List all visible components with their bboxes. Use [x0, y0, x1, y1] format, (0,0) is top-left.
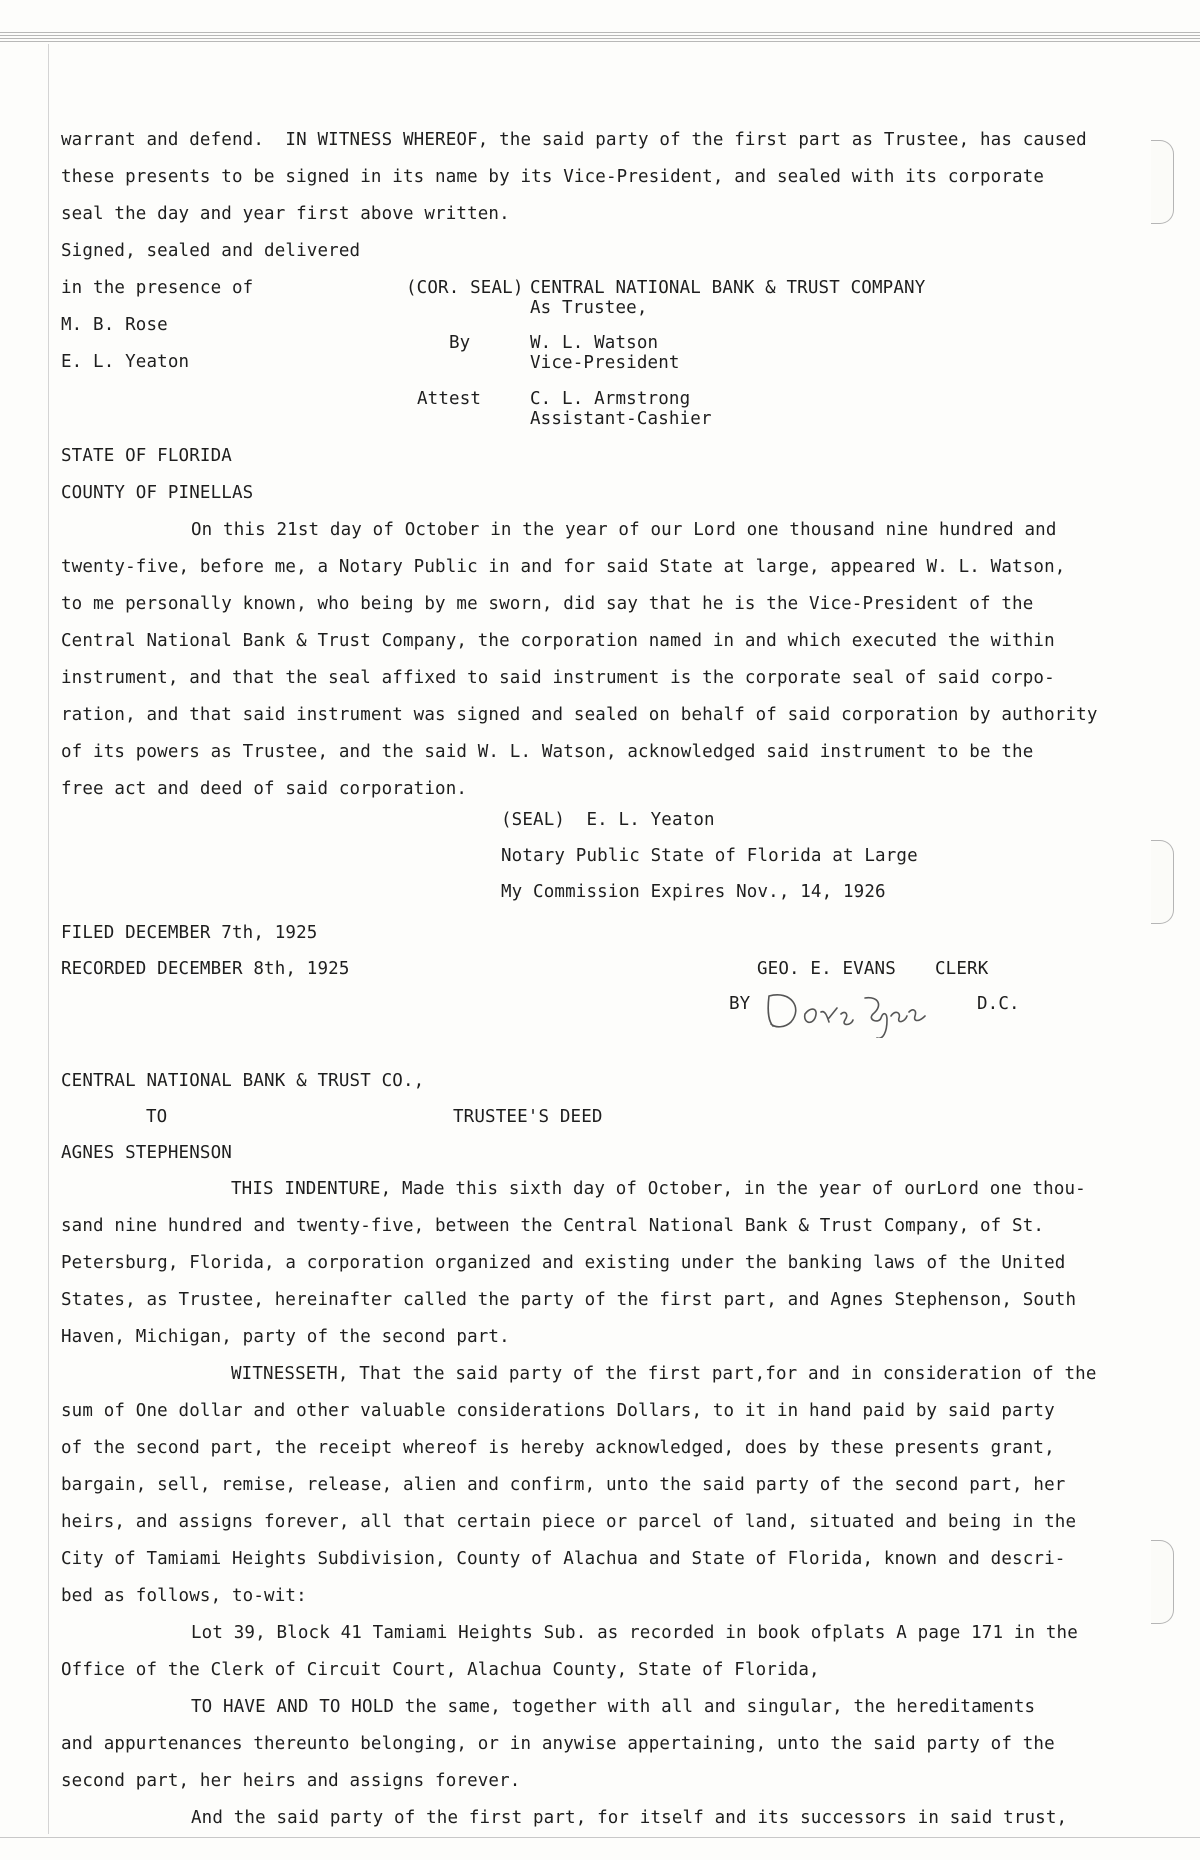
- attester-title: Assistant-Cashier: [530, 409, 712, 429]
- witness-name: E. L. Yeaton: [61, 352, 190, 372]
- deputy-clerk-signature: [761, 978, 931, 1038]
- page-left-margin-line: [48, 44, 49, 1834]
- acknowledgment-line: Central National Bank & Trust Company, the corporation named in and which executed the within: [61, 631, 1055, 651]
- binder-hole-bottom: [1151, 1540, 1174, 1624]
- attester-name: C. L. Armstrong: [530, 389, 691, 409]
- acknowledgment-line: instrument, and that the seal affixed to said instrument is the corporate seal of said corpo-: [61, 668, 1055, 688]
- deputy-clerk-suffix: D.C.: [977, 994, 1020, 1014]
- witnesseth-line: heirs, and assigns forever, all that certain piece or parcel of land, situated and being in the: [61, 1512, 1077, 1532]
- signer-name: W. L. Watson: [530, 333, 659, 353]
- opening-line: seal the day and year first above written.: [61, 204, 510, 224]
- opening-line: these presents to be signed in its name by its Vice-President, and sealed with its corporate: [61, 167, 1045, 187]
- company-capacity: As Trustee,: [530, 298, 648, 318]
- binder-hole-middle: [1151, 840, 1174, 924]
- acknowledgment-line: free act and deed of said corporation.: [61, 779, 468, 799]
- grantee-heading: AGNES STEPHENSON: [61, 1143, 232, 1163]
- indenture-line: Haven, Michigan, party of the second part.: [61, 1327, 510, 1347]
- acknowledgment-line: ration, and that said instrument was signed and sealed on behalf of said corporation by authority: [61, 705, 1098, 725]
- indenture-line: Petersburg, Florida, a corporation organized and existing under the banking laws of the United: [61, 1253, 1066, 1273]
- witnesseth-line: sum of One dollar and other valuable considerations Dollars, to it in hand paid by said party: [61, 1401, 1055, 1421]
- attest-label: Attest: [417, 389, 482, 409]
- witnesseth-line: City of Tamiami Heights Subdivision, County of Alachua and State of Florida, known and descri-: [61, 1549, 1066, 1569]
- acknowledgment-line: to me personally known, who being by me sworn, did say that he is the Vice-President of the: [61, 594, 1034, 614]
- page-bottom-edge: [0, 1837, 1200, 1838]
- habendum-line: TO HAVE AND TO HOLD the same, together with all and singular, the hereditaments: [191, 1697, 1036, 1717]
- in-presence-line: in the presence of: [61, 278, 254, 298]
- closing-line: And the said party of the first part, for itself and its successors in said trust,: [191, 1808, 1068, 1828]
- witnesseth-line: bargain, sell, remise, release, alien and confirm, unto the said party of the second part, her: [61, 1475, 1066, 1495]
- habendum-line: second part, her heirs and assigns forever.: [61, 1771, 521, 1791]
- by-label: By: [449, 333, 471, 353]
- notary-title: Notary Public State of Florida at Large: [501, 846, 918, 866]
- recorded-date: RECORDED DECEMBER 8th, 1925: [61, 959, 350, 979]
- clerk-name: GEO. E. EVANS: [757, 959, 896, 979]
- indenture-line: sand nine hundred and twenty-five, between the Central National Bank & Trust Company, of St.: [61, 1216, 1045, 1236]
- witnesseth-line: WITNESSETH, That the said party of the first part,for and in consideration of the: [231, 1364, 1097, 1384]
- county-heading: COUNTY OF PINELLAS: [61, 483, 254, 503]
- to-heading: TO: [146, 1107, 168, 1127]
- grantor-heading: CENTRAL NATIONAL BANK & TRUST CO.,: [61, 1071, 425, 1091]
- acknowledgment-line: of its powers as Trustee, and the said W. L. Watson, acknowledged said instrument to be the: [61, 742, 1034, 762]
- opening-line: warrant and defend. IN WITNESS WHEREOF, the said party of the first part as Trustee, has caused: [61, 130, 1087, 150]
- state-heading: STATE OF FLORIDA: [61, 446, 232, 466]
- signer-title: Vice-President: [530, 353, 680, 373]
- indenture-line: THIS INDENTURE, Made this sixth day of October, in the year of ourLord one thou-: [231, 1179, 1086, 1199]
- indenture-line: States, as Trustee, hereinafter called the party of the first part, and Agnes Stephenson, South: [61, 1290, 1077, 1310]
- habendum-line: and appurtenances thereunto belonging, or in anywise appertaining, unto the said party of the: [61, 1734, 1055, 1754]
- acknowledgment-line: On this 21st day of October in the year of our Lord one thousand nine hundred and: [191, 520, 1057, 540]
- scan-top-border: [0, 32, 1200, 42]
- signed-sealed-line: Signed, sealed and delivered: [61, 241, 361, 261]
- filed-date: FILED DECEMBER 7th, 1925: [61, 923, 318, 943]
- acknowledgment-line: twenty-five, before me, a Notary Public in and for said State at large, appeared W. L. Watson,: [61, 557, 1066, 577]
- clerk-by-label: BY: [729, 994, 751, 1014]
- witnesseth-line: bed as follows, to-wit:: [61, 1586, 307, 1606]
- notary-commission: My Commission Expires Nov., 14, 1926: [501, 882, 886, 902]
- lot-description-line: Office of the Clerk of Circuit Court, Alachua County, State of Florida,: [61, 1660, 820, 1680]
- witnesseth-line: of the second part, the receipt whereof is hereby acknowledged, does by these presents grant,: [61, 1438, 1055, 1458]
- deed-type-heading: TRUSTEE'S DEED: [453, 1107, 603, 1127]
- clerk-title: CLERK: [935, 959, 989, 979]
- notary-seal-line: (SEAL) E. L. Yeaton: [501, 810, 715, 830]
- company-name: CENTRAL NATIONAL BANK & TRUST COMPANY: [530, 278, 926, 298]
- witness-name: M. B. Rose: [61, 315, 168, 335]
- lot-description-line: Lot 39, Block 41 Tamiami Heights Sub. as recorded in book ofplats A page 171 in the: [191, 1623, 1078, 1643]
- binder-hole-top: [1151, 140, 1174, 224]
- corporate-seal-label: (COR. SEAL): [406, 278, 524, 298]
